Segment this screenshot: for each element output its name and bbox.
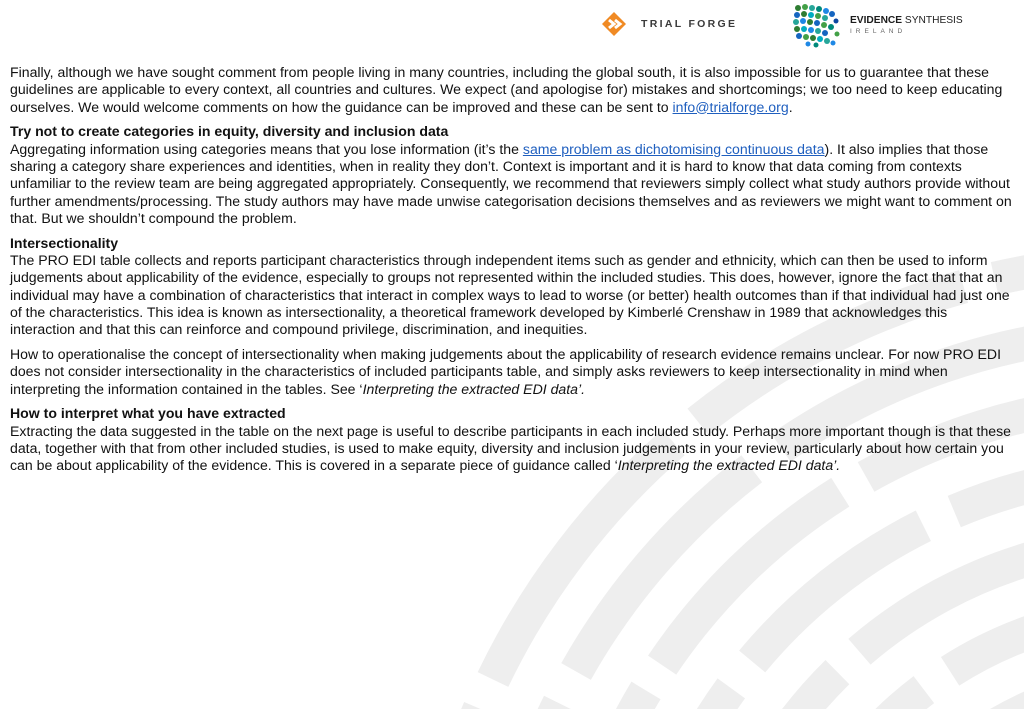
trial-forge-wordmark: TRIAL FORGE: [641, 18, 738, 30]
intersectionality-heading: Intersectionality: [10, 234, 119, 251]
email-link[interactable]: info@trialforge.org: [672, 98, 789, 115]
trial-forge-icon: [601, 11, 627, 37]
evidence-synthesis-wordmark: EVIDENCE SYNTHESIS: [850, 15, 963, 26]
interpret-heading: How to interpret what you have extracted: [10, 405, 286, 422]
intro-paragraph: Finally, although we have sought comment from people living in many countries, including the global south, it is also impossible for us to guarantee that these guidelines are applicable to every context, all countries and cultures. We expect (and apologise for) mistakes and shortcomings; we too need to keep educating ourselves. We would welcome comments on how the guidance can be improved and these can be sent to info@trialforge.org.: [10, 64, 1003, 115]
interpret-section: How to interpret what you have extracted Extracting the data suggested in the table on the next page is useful to describe participants in each included study. Perhaps more important though is that these data, together with that from other included studies, is used to make equity, diversity and inclusion judgements in your review, particularly about how certain you can be about applicability of the evidence. This is covered in a separate piece of guidance called ‘Interpreting the extracted EDI data’.: [10, 405, 1015, 474]
intersectionality-paragraph-2: How to operationalise the concept of intersectionality when making judgements about the applicability of research evidence remains unclear. For now PRO EDI does not consider intersectionality in the characteristics of included participants table, and simply asks reviewers to keep intersectionality in mind when interpreting the information contained in the tables. See ‘Interpreting the extracted EDI data’.: [10, 345, 1002, 397]
evidence-synthesis-logo: [792, 4, 963, 48]
intersectionality-section: Intersectionality The PRO EDI table collects and reports participant characteristics through independent items such as gender and ethnicity, which can then be used to inform judgements about applicability of the evidence, especially to groups not represented within the included studies. This does, however, ignore the fact that that an individual may have a combination of characteristics that interact in complex ways to lead to worse (or better) health outcomes than if that individual had just one of the characteristics. This idea is known as intersectionality, a theoretical framework developed by Kimberlé Crenshaw in 1989 that acknowledges this interaction and that this can reinforce and compound privilege, discrimination, and inequities.: [10, 235, 1015, 339]
trial-forge-logo: [601, 11, 737, 37]
dichotomising-link[interactable]: same problem as dichotomising continuous data: [522, 140, 825, 157]
categories-heading: Try not to create categories in equity, diversity and inclusion data: [10, 123, 449, 140]
evidence-synthesis-icon: [792, 4, 844, 48]
document-body: [10, 64, 1015, 482]
categories-section: Try not to create categories in equity, diversity and inclusion data Aggregating information using categories means that you lose information (it’s the same problem as dichotomising continuous data). It also implies that those sharing a category share experiences and identities, when in reality they don’t. Context is important and it is hard to know that data coming from contexts unfamiliar to the review team are being aggregated appropriately. Consequently, we recommend that reviewers simply collect what study authors provide without further amendments/processing. The study authors may have made unwise categorisation decisions themselves and as reviewers we might want to comment on that. But we shouldn’t compound the problem.: [10, 123, 1015, 227]
evidence-synthesis-country: IRELAND: [850, 28, 907, 35]
